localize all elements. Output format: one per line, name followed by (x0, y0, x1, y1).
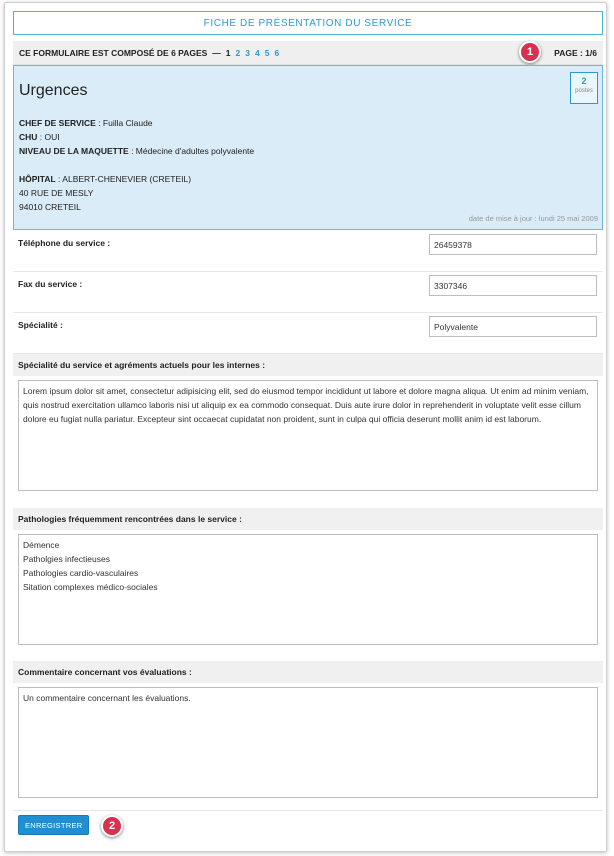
hopital-label: HÔPITAL (19, 174, 56, 184)
telephone-row (13, 231, 603, 272)
pages-bar-prefix: CE FORMULAIRE EST COMPOSÉ DE 6 PAGES (19, 47, 208, 58)
niveau-label: NIVEAU DE LA MAQUETTE (19, 146, 129, 156)
form-title-text: FICHE DE PRÉSENTATION DU SERVICE (203, 17, 413, 29)
form-window (4, 2, 607, 852)
specialite-label: Spécialité : (18, 320, 63, 330)
chef-label: CHEF DE SERVICE (19, 118, 96, 128)
address-line-2: 94010 CRETEIL (19, 202, 81, 212)
niveau-value: : Médecine d'adultes polyvalente (128, 146, 255, 156)
postes-badge (570, 72, 598, 104)
pathologies-label: Pathologies fréquemment rencontrées dans le service : (18, 514, 242, 524)
chu-label: CHU (19, 132, 38, 142)
page-link-4[interactable]: 4 (255, 47, 260, 58)
service-name: Urgences (19, 82, 88, 99)
chu-value: : OUI (37, 132, 60, 142)
postes-count: 2 (581, 76, 587, 86)
callout-badge-1-number: 1 (526, 46, 534, 58)
commentaire-label: Commentaire concernant vos évaluations : (18, 667, 192, 677)
telephone-label: Téléphone du service : (18, 238, 111, 248)
agrements-label: Spécialité du service et agréments actuels pour les internes : (18, 360, 266, 370)
page-link-3[interactable]: 3 (245, 47, 250, 58)
pathologies-section-header (13, 508, 603, 530)
commentaire-textarea[interactable]: Un commentaire concernant les évaluations. (18, 687, 598, 798)
chef-value: : Fuilla Claude (95, 118, 153, 128)
agrements-textarea[interactable]: Lorem ipsum dolor sit amet, consectetur adipisicing elit, sed do eiusmod tempor incididunt ut labore et dolore magna aliqua. Ut enim ad minim veniam, quis nostrud exercitation ullamco laboris nisi ut aliquip ex ea commodo consequat. Duis aute irure dolor in reprehenderit in voluptate velit esse cillum dolore eu fugiat nulla pariatur. Excepteur sint occaecat cupidatat non proident, sunt in culpa qui officia deserunt mollit anim id est laborum. (18, 380, 598, 491)
hopital-line (19, 174, 191, 184)
telephone-input[interactable] (429, 234, 597, 255)
callout-badge-2-number: 2 (108, 820, 116, 832)
save-button[interactable]: ENREGISTRER (18, 815, 89, 835)
footer-divider (13, 810, 603, 811)
niveau-maquette-line (19, 146, 254, 156)
postes-label: postes (575, 88, 593, 94)
pathologies-textarea[interactable]: Démence Patholgies infectieuses Pathologies cardio-vasculaires Sitation complexes médico-sociales (18, 534, 598, 645)
chu-line (19, 132, 60, 142)
service-info-card (13, 65, 603, 230)
hopital-value: : ALBERT-CHENEVIER (CRETEIL) (55, 174, 192, 184)
page-link-2[interactable]: 2 (235, 47, 241, 58)
callout-badge-2 (101, 815, 123, 837)
pages-bar-separator: — (212, 47, 221, 58)
address-line-1: 40 RUE DE MESLY (19, 188, 94, 198)
update-date: date de mise à jour : lundi 25 mai 2009 (468, 214, 598, 223)
pages-bar (13, 41, 603, 65)
form-title (13, 11, 603, 35)
page-indicator: PAGE : 1/6 (554, 47, 597, 58)
specialite-input[interactable] (429, 316, 597, 337)
chef-de-service-line (19, 118, 153, 128)
fax-label: Fax du service : (18, 279, 83, 289)
fax-row (13, 272, 603, 313)
commentaire-section-header (13, 661, 603, 683)
callout-badge-1 (519, 41, 541, 63)
agrements-section-header (13, 354, 603, 376)
specialite-row (13, 313, 603, 354)
page-link-5[interactable]: 5 (264, 47, 270, 58)
current-page-number: 1 (225, 47, 231, 58)
page-link-6[interactable]: 6 (274, 47, 280, 58)
fax-input[interactable] (429, 275, 597, 296)
